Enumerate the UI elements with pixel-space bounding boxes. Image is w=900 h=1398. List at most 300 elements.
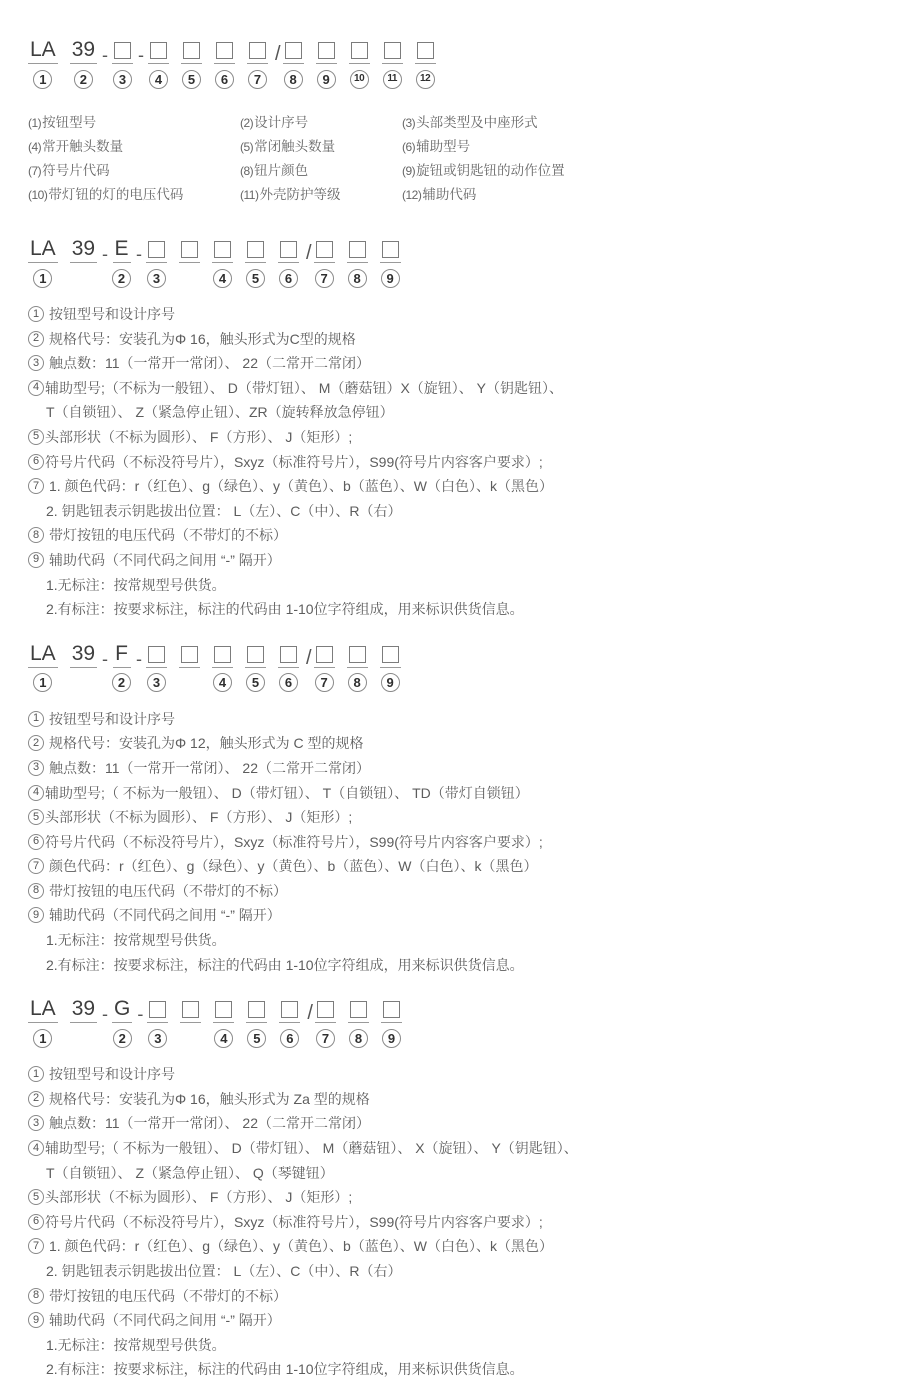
model-label: 39 (71, 641, 96, 665)
legend-item-number: (9) (402, 164, 416, 178)
segment-number-slot (248, 69, 267, 89)
code-segment (112, 993, 132, 1048)
line-number: 6 (28, 454, 44, 470)
code-segment (70, 34, 97, 89)
segment-number-slot (147, 268, 166, 288)
section-la39-g (28, 993, 870, 1382)
code-box (181, 241, 198, 258)
segment-symbol (112, 993, 132, 1023)
code-box (150, 42, 167, 59)
line-number: 9 (28, 1312, 44, 1328)
segment-symbol (314, 233, 335, 263)
code-segment (179, 233, 200, 288)
position-number: 1 (33, 1029, 52, 1048)
code-box (316, 646, 333, 663)
segment-number-slot (213, 268, 232, 288)
segment-number-slot (247, 1028, 266, 1048)
spec-line (28, 1308, 870, 1333)
slash-separator: / (306, 242, 312, 264)
position-number: 2 (113, 1029, 132, 1048)
position-number: 7 (248, 70, 267, 89)
code-segment (347, 233, 368, 288)
position-number: 7 (315, 673, 334, 692)
spec-line-text: 2.有标注：按要求标注，标注的代码由 1-10位字符组成，用来标识供货信息。 (46, 956, 524, 973)
legend-item (402, 135, 870, 159)
spec-line-text: 头部形状（不标为圆形）、 F（方形）、 J（矩形）; (45, 1189, 353, 1206)
spec-line-text: 辅助代码（不同代码之间用 “-” 隔开） (49, 551, 281, 568)
spec-line (28, 573, 870, 598)
spec-line-text: T（自锁钮）、 Z（紧急停止钮）、ZR（旋转释放急停钮） (46, 404, 394, 421)
spec-line (28, 1111, 870, 1136)
position-number: 4 (149, 70, 168, 89)
code-segment (245, 233, 266, 288)
dash-separator: - (102, 244, 109, 264)
line-number: 4 (28, 380, 44, 396)
segment-symbol (314, 638, 335, 668)
code-box (214, 646, 231, 663)
spec-line (28, 756, 870, 781)
legend-item-label: 钮片颜色 (254, 163, 309, 178)
segment-number-slot (74, 69, 93, 89)
code-segment (415, 34, 436, 89)
code-segment (28, 34, 58, 89)
segment-symbol (28, 233, 58, 263)
line-number: 8 (28, 883, 44, 899)
segment-symbol (278, 638, 299, 668)
slash-separator: / (306, 646, 312, 669)
code-box (349, 241, 366, 258)
segment-symbol (380, 233, 401, 263)
segment-number-slot (349, 1028, 368, 1048)
segment-symbol (415, 34, 436, 64)
line-number: 2 (28, 331, 44, 347)
segment-number-slot (416, 69, 435, 89)
position-number: 9 (381, 269, 400, 288)
spec-line-text: 1.无标注：按常规型号供货。 (46, 1336, 226, 1353)
segment-number-slot (113, 1028, 132, 1048)
segment-symbol (28, 34, 58, 64)
model-label: LA (30, 641, 56, 665)
segment-number-slot (33, 268, 52, 288)
model-code-diagram-e (28, 233, 870, 288)
position-number: 6 (280, 1029, 299, 1048)
segment-symbol (146, 233, 167, 263)
spec-line (28, 1357, 870, 1382)
position-number: 1 (33, 673, 52, 692)
model-label: LA (30, 38, 56, 61)
position-number: 5 (247, 1029, 266, 1048)
code-segment (316, 34, 337, 89)
position-number: 12 (416, 70, 435, 89)
code-segment (70, 993, 97, 1048)
spec-line-text: 触点数：11（一常开一常闭）、 22（二常开二常闭） (49, 355, 370, 372)
position-number: 7 (316, 1029, 335, 1048)
legend-item-number: (1) (28, 116, 42, 130)
code-segment (246, 993, 267, 1048)
line-number: 9 (28, 907, 44, 923)
segment-number-slot (316, 1028, 335, 1048)
position-number: 5 (246, 269, 265, 288)
line-number: 4 (28, 785, 44, 801)
legend-item (402, 111, 870, 135)
legend-item-number: (10) (28, 188, 48, 202)
position-number: 2 (112, 673, 131, 692)
section-la39-e (28, 233, 870, 622)
legend-item-label: 带灯钮的灯的电压代码 (48, 187, 184, 202)
model-code-diagram-full (28, 34, 870, 89)
spec-line (28, 351, 870, 376)
line-number: 2 (28, 1091, 44, 1107)
line-number: 5 (28, 429, 44, 445)
segment-symbol (246, 993, 267, 1023)
spec-line (28, 548, 870, 573)
segment-number-slot (280, 1028, 299, 1048)
spec-line-text: 1.无标注：按常规型号供货。 (46, 932, 226, 949)
legend-item-label: 常闭触头数量 (254, 139, 336, 154)
legend-item-label: 头部类型及中座形式 (416, 115, 538, 130)
spec-line-text: 带灯按钮的电压代码（不带灯的不标） (49, 882, 287, 899)
spec-line-text: 2. 钥匙钮表示钥匙拔出位置： L（左）、C（中）、R（右） (46, 1263, 402, 1279)
spec-line (28, 597, 870, 622)
code-segment (380, 233, 401, 288)
legend-item-number: (7) (28, 164, 42, 178)
spec-line (28, 1259, 870, 1284)
segment-number-slot (112, 268, 131, 288)
legend-item-label: 符号片代码 (42, 163, 110, 178)
segment-number-slot (315, 268, 334, 288)
segment-symbol (283, 34, 304, 64)
code-segment (381, 993, 402, 1048)
code-box (350, 1001, 367, 1018)
legend-item (402, 183, 870, 207)
line-number: 1 (28, 1066, 44, 1082)
segment-number-slot (182, 69, 201, 89)
model-label: 39 (71, 38, 96, 61)
segment-symbol (245, 233, 266, 263)
legend-item-label: 旋钮或钥匙钮的动作位置 (416, 163, 565, 178)
model-label: F (115, 641, 128, 665)
legend-item (28, 183, 240, 207)
spec-line-text: 规格代号：安装孔为Φ 16，触头形式为C型的规格 (49, 330, 356, 347)
segment-symbol (347, 638, 368, 668)
code-segment (146, 233, 167, 288)
segment-symbol (349, 34, 370, 64)
segment-number-slot (350, 69, 369, 89)
code-segment (28, 993, 58, 1048)
spec-line (28, 854, 870, 879)
legend-item-number: (8) (240, 164, 254, 178)
code-box (247, 241, 264, 258)
spec-line (28, 1333, 870, 1358)
spec-line (28, 928, 870, 953)
segment-symbol (113, 233, 131, 263)
position-number: 6 (215, 70, 234, 89)
spec-line-text: 辅助代码（不同代码之间用 “-” 隔开） (49, 907, 281, 924)
spec-line-text: T（自锁钮）、 Z（紧急停止钮）、 Q（琴键钮） (46, 1164, 334, 1181)
segment-number-slot (214, 1028, 233, 1048)
spec-line-text: 规格代号：安装孔为Φ 16，触头形式为 Za 型的规格 (49, 1090, 370, 1107)
legend-item (402, 159, 870, 183)
spec-line-text: 按钮型号和设计序号 (49, 306, 175, 322)
dash-separator: - (136, 244, 143, 264)
code-box (181, 646, 198, 663)
segment-symbol (381, 993, 402, 1023)
spec-line-text: 1. 颜色代码：r（红色）、g（绿色）、y（黄色）、b（蓝色）、W（白色）、k（黑色） (49, 478, 554, 495)
segment-number-slot (315, 673, 334, 693)
code-box (281, 1001, 298, 1018)
code-segment (112, 638, 131, 693)
line-number: 6 (28, 1214, 44, 1230)
spec-line (28, 879, 870, 904)
legend-item-number: (3) (402, 116, 416, 130)
model-label: 39 (71, 237, 96, 260)
spec-line (28, 1234, 870, 1259)
legend (28, 111, 870, 207)
spec-line (28, 425, 870, 450)
legend-item-number: (5) (240, 140, 254, 154)
line-number: 6 (28, 834, 44, 850)
segment-number-slot (33, 1028, 52, 1048)
spec-line (28, 1087, 870, 1112)
line-number: 7 (28, 478, 44, 494)
segment-symbol (214, 34, 235, 64)
code-box (215, 1001, 232, 1018)
line-number: 7 (28, 1238, 44, 1254)
model-label: LA (30, 997, 56, 1021)
code-box (382, 646, 399, 663)
code-segment (348, 993, 369, 1048)
segment-number-slot (381, 673, 400, 693)
legend-item-label: 辅助型号 (416, 139, 471, 154)
model-label: LA (30, 237, 56, 260)
segment-number-slot (147, 673, 166, 693)
model-code-diagram-f (28, 638, 870, 693)
spec-line (28, 474, 870, 499)
position-number: 4 (213, 269, 232, 288)
code-segment (314, 638, 335, 693)
segment-symbol (179, 638, 200, 668)
segment-number-slot (213, 673, 232, 693)
spec-line-text: 符号片代码（不标没符号片），Sxyz（标准符号片），S99(符号片内容客户要求）; (45, 833, 543, 850)
code-segment (283, 34, 304, 89)
position-number: 3 (148, 1029, 167, 1048)
code-box (248, 1001, 265, 1018)
code-segment (279, 993, 300, 1048)
spec-line (28, 781, 870, 806)
line-number: 3 (28, 1115, 44, 1131)
position-number: 8 (348, 269, 367, 288)
position-number: 4 (213, 673, 232, 692)
code-box (149, 1001, 166, 1018)
segment-symbol (70, 34, 97, 64)
segment-number-slot (113, 69, 132, 89)
code-segment (349, 34, 370, 89)
code-segment (112, 34, 133, 89)
position-number: 9 (317, 70, 336, 89)
slash-separator: / (307, 1002, 313, 1025)
position-number: 6 (279, 269, 298, 288)
segment-symbol (148, 34, 169, 64)
legend-item-label: 设计序号 (254, 115, 309, 130)
segment-number-slot (246, 268, 265, 288)
line-number: 3 (28, 760, 44, 776)
position-number: 5 (246, 673, 265, 692)
line-number: 4 (28, 1140, 44, 1156)
code-segment (213, 993, 234, 1048)
code-segment (181, 34, 202, 89)
spec-line (28, 1284, 870, 1309)
legend-item (240, 183, 402, 207)
spec-line-text: 2.有标注：按要求标注，标注的代码由 1-10位字符组成，用来标识供货信息。 (46, 1361, 524, 1378)
code-box (317, 1001, 334, 1018)
spec-line (28, 499, 870, 524)
code-box (383, 1001, 400, 1018)
spec-line-text: 触点数：11（一常开一常闭）、 22（二常开二常闭） (49, 759, 370, 776)
legend-item-number: (6) (402, 140, 416, 154)
dash-separator: - (102, 45, 109, 65)
code-box (148, 646, 165, 663)
code-segment (278, 233, 299, 288)
segment-number-slot (383, 69, 402, 89)
segment-symbol (347, 233, 368, 263)
line-number: 7 (28, 858, 44, 874)
segment-number-slot (33, 673, 52, 693)
segment-symbol (316, 34, 337, 64)
code-box (182, 1001, 199, 1018)
legend-item (28, 135, 240, 159)
spec-line (28, 302, 870, 327)
position-number: 1 (33, 269, 52, 288)
segment-symbol (315, 993, 336, 1023)
spec-line-text: 按钮型号和设计序号 (49, 1066, 175, 1083)
segment-symbol (380, 638, 401, 668)
line-number: 1 (28, 711, 44, 727)
segment-number-slot (317, 69, 336, 89)
spec-line-text: 规格代号：安装孔为Φ 12，触头形式为 C 型的规格 (49, 735, 364, 752)
spec-line-text: 带灯按钮的电压代码（不带灯的不标） (49, 1287, 287, 1304)
spec-line-text: 2. 钥匙钮表示钥匙拔出位置： L（左）、C（中）、R（右） (46, 502, 402, 519)
legend-item (240, 111, 402, 135)
spec-lines (28, 302, 870, 622)
spec-line-text: 辅助型号;（ 不标为一般钮）、 D（带灯钮）、 T（自锁钮）、 TD（带灯自锁钮） (45, 784, 529, 801)
segment-number-slot (279, 673, 298, 693)
spec-line-text: 触点数：11（一常开一常闭）、 22（二常开二常闭） (49, 1115, 370, 1132)
code-box (214, 241, 231, 258)
code-segment (314, 233, 335, 288)
segment-symbol (70, 993, 97, 1023)
segment-symbol (147, 993, 168, 1023)
model-label: 39 (71, 997, 96, 1021)
segment-number-slot (348, 673, 367, 693)
legend-item-label: 常开触头数量 (42, 139, 124, 154)
code-segment (112, 233, 131, 288)
spec-line (28, 830, 870, 855)
code-segment (245, 638, 266, 693)
code-box (280, 646, 297, 663)
code-segment (214, 34, 235, 89)
legend-item-number: (12) (402, 188, 422, 202)
dash-separator: - (137, 1004, 144, 1025)
segment-symbol (179, 233, 200, 263)
segment-symbol (112, 34, 133, 64)
position-number: 6 (279, 673, 298, 692)
spec-line (28, 450, 870, 475)
slash-separator: / (275, 43, 281, 65)
position-number: 11 (383, 70, 402, 89)
segment-symbol (212, 638, 233, 668)
segment-symbol (28, 993, 58, 1023)
code-box (249, 42, 266, 59)
spec-line-text: 辅助代码（不同代码之间用 “-” 隔开） (49, 1312, 281, 1329)
spec-line-text: 符号片代码（不标没符号片），Sxyz（标准符号片），S99(符号片内容客户要求）; (45, 1213, 543, 1230)
spec-line-text: 辅助型号;（ 不标为一般钮）、 D（带灯钮）、 M（蘑菇钮）、 X（旋钮）、 Y（钥匙钮）、 (45, 1140, 578, 1157)
segment-number-slot (348, 268, 367, 288)
legend-item-number: (11) (240, 188, 259, 202)
spec-line (28, 1062, 870, 1087)
code-segment (148, 34, 169, 89)
spec-line (28, 1161, 870, 1186)
spec-line (28, 327, 870, 352)
spec-line (28, 805, 870, 830)
legend-item-number: (4) (28, 140, 42, 154)
model-label: G (114, 997, 131, 1021)
segment-symbol (113, 638, 131, 668)
legend-item (240, 159, 402, 183)
code-box (318, 42, 335, 59)
code-box (349, 646, 366, 663)
legend-item-label: 按钮型号 (42, 115, 97, 130)
spec-line (28, 400, 870, 425)
segment-symbol (278, 233, 299, 263)
line-number: 9 (28, 552, 44, 568)
spec-line (28, 1136, 870, 1161)
position-number: 7 (315, 269, 334, 288)
code-box (417, 42, 434, 59)
segment-symbol (70, 233, 97, 263)
line-number: 8 (28, 527, 44, 543)
spec-line-text: 1.无标注：按常规型号供货。 (46, 576, 226, 593)
spec-line-text: 头部形状（不标为圆形）、 F（方形）、 J（矩形）; (45, 809, 353, 826)
spec-lines (28, 707, 870, 978)
line-number: 2 (28, 735, 44, 751)
spec-lines (28, 1062, 870, 1382)
code-segment (180, 993, 201, 1048)
position-number: 8 (348, 673, 367, 692)
spec-line (28, 953, 870, 978)
code-segment (179, 638, 200, 693)
code-box (280, 241, 297, 258)
position-number: 5 (182, 70, 201, 89)
code-box (382, 241, 399, 258)
spec-line (28, 707, 870, 732)
spec-line (28, 523, 870, 548)
code-box (384, 42, 401, 59)
segment-number-slot (215, 69, 234, 89)
code-segment (146, 638, 167, 693)
segment-number-slot (246, 673, 265, 693)
line-number: 5 (28, 809, 44, 825)
spec-line-text: 符号片代码（不标没符号片），Sxyz（标准符号片），S99(符号片内容客户要求）; (45, 453, 543, 470)
position-number: 2 (74, 70, 93, 89)
code-segment (247, 34, 268, 89)
position-number: 2 (112, 269, 131, 288)
position-number: 10 (350, 70, 369, 89)
position-number: 8 (284, 70, 303, 89)
code-segment (70, 233, 97, 288)
segment-symbol (247, 34, 268, 64)
spec-line-text: 带灯按钮的电压代码（不带灯的不标） (49, 527, 287, 544)
legend-item (28, 159, 240, 183)
